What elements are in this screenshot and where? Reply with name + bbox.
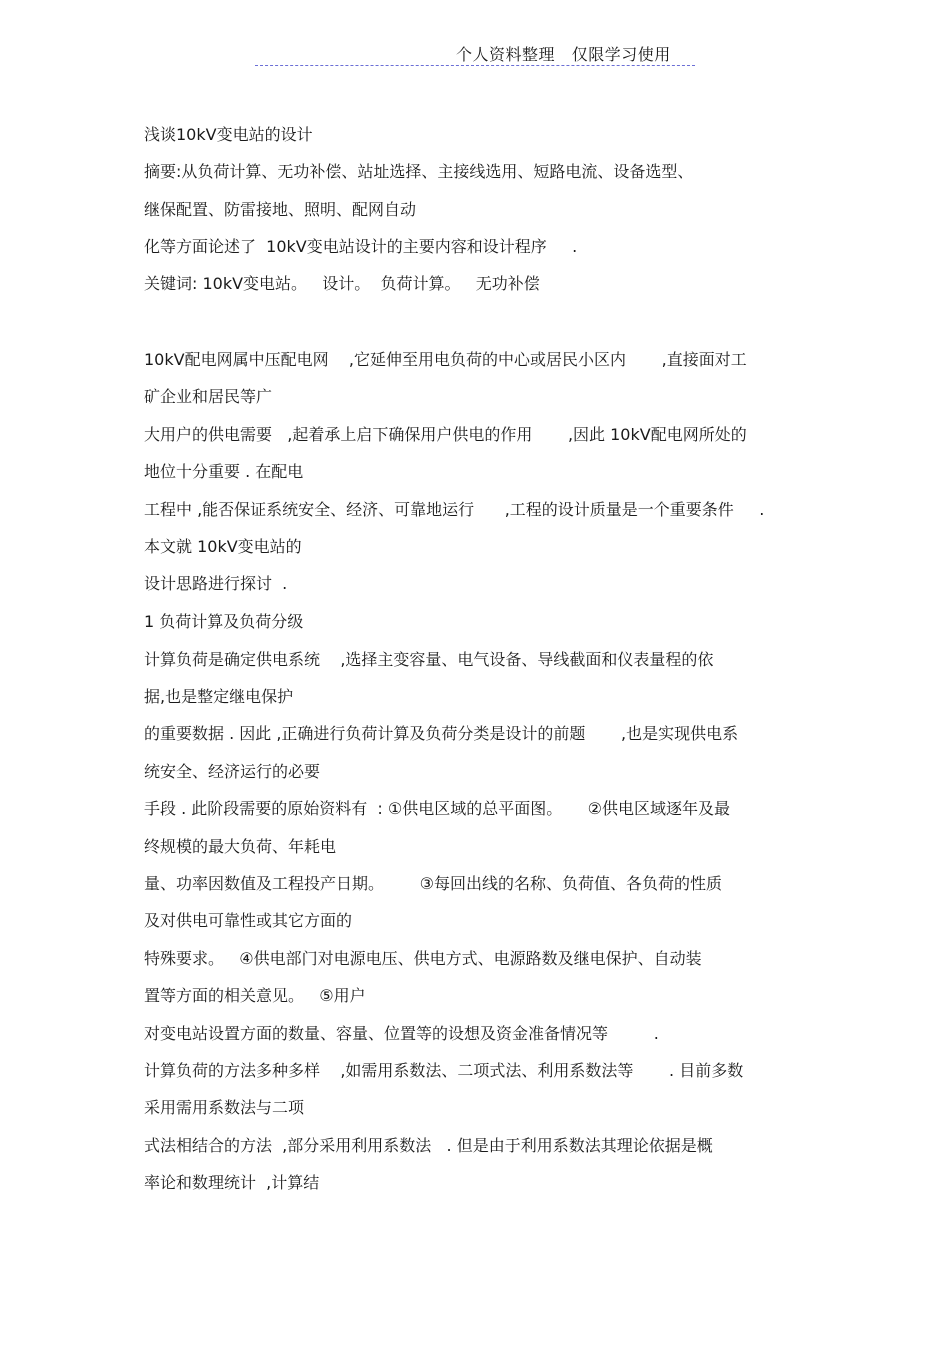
text-line: 及对供电可靠性或其它方面的 [144,911,353,930]
text-line: 对变电站设置方面的数量、容量、位置等的设想及资金准备情况等 . [144,1024,659,1043]
text-line: 化等方面论述了 10kV变电站设计的主要内容和设计程序 . [144,237,578,256]
text-line: 摘要:从负荷计算、无功补偿、站址选择、主接线选用、短路电流、设备选型、 [144,162,694,181]
text-line: 大用户的供电需要 ,起着承上启下确保用户供电的作用 ,因此 10kV配电网所处的 [144,425,747,444]
text-line: 终规模的最大负荷、年耗电 [144,837,337,856]
text-line: 设计思路进行探讨 . [144,574,288,593]
doc-title: 浅谈10kV变电站的设计 [144,125,313,144]
header-dashed-rule [255,65,695,66]
header-text: 个人资料整理 仅限学习使用 [456,45,671,64]
keywords-line: 关键词: 10kV变电站。 设计。 负荷计算。 无功补偿 [144,274,540,293]
text-line: 本文就 10kV变电站的 [144,537,302,556]
text-line: 式法相结合的方法 ,部分采用利用系数法 . 但是由于利用系数法其理论依据是概 [144,1136,713,1155]
text-line: 计算负荷的方法多种多样 ,如需用系数法、二项式法、利用系数法等 . 目前多数 [144,1061,744,1080]
text-line: 手段 . 此阶段需要的原始资料有 : ①供电区域的总平面图。 ②供电区域逐年及最 [144,799,731,818]
text-line: 的重要数据 . 因此 ,正确进行负荷计算及负荷分类是设计的前题 ,也是实现供电系 [144,724,739,743]
section-heading: 1 负荷计算及负荷分级 [144,612,304,631]
text-line: 据,也是整定继电保护 [144,687,294,706]
text-line: 矿企业和居民等广 [144,387,273,406]
text-line: 10kV配电网属中压配电网 ,它延伸至用电负荷的中心或居民小区内 ,直接面对工 [144,350,747,369]
page-header [0,42,950,72]
text-line: 计算负荷是确定供电系统 ,选择主变容量、电气设备、导线截面和仪表量程的依 [144,650,714,669]
text-line: 特殊要求。 ④供电部门对电源电压、供电方式、电源路数及继电保护、自动装 [144,949,702,968]
text-line: 工程中 ,能否保证系统安全、经济、可靠地运行 ,工程的设计质量是一个重要条件 . [144,500,765,519]
text-line: 量、功率因数值及工程投产日期。 ③每回出线的名称、负荷值、各负荷的性质 [144,874,722,893]
text-line: 率论和数理统计 ,计算结 [144,1173,320,1192]
text-line: 地位十分重要 . 在配电 [144,462,304,481]
text-line: 统安全、经济运行的必要 [144,762,321,781]
text-line: 继保配置、防雷接地、照明、配网自动 [144,200,417,219]
text-line: 采用需用系数法与二项 [144,1098,305,1117]
text-line: 置等方面的相关意见。 ⑤用户 [144,986,366,1005]
